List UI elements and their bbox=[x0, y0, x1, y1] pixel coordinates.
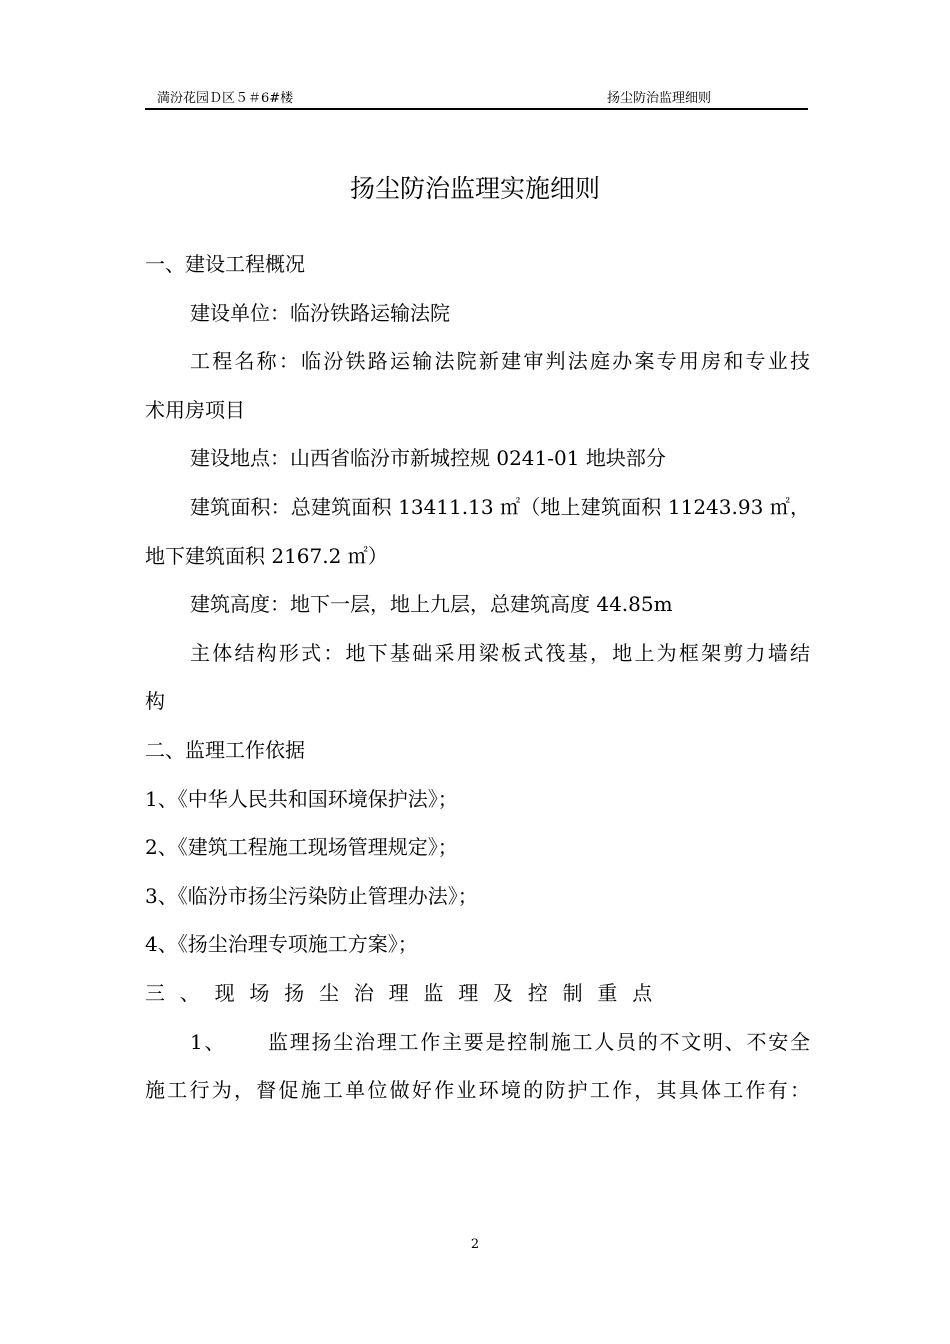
page-header bbox=[145, 90, 808, 110]
section-heading-overview: 一、建设工程概况 bbox=[145, 252, 305, 276]
area-line-2: 地下建筑面积 2167.2 ㎡） bbox=[145, 543, 388, 568]
header-document-name: 扬尘防治监理细则 bbox=[607, 91, 712, 106]
control-item-1-number: 1、 bbox=[190, 1029, 227, 1054]
basis-item-4: 4、《扬尘治理专项施工方案》； bbox=[145, 932, 418, 957]
document-body bbox=[145, 240, 810, 1115]
section-heading-dust-control: 三、现场扬尘治理监理及控制重点 bbox=[145, 980, 667, 1005]
area-line-1: 建筑面积：总建筑面积 13411.13 ㎡（地上建筑面积 11243.93 ㎡， bbox=[190, 494, 810, 519]
basis-item-3: 3、《临汾市扬尘污染防止管理办法》； bbox=[145, 883, 478, 908]
control-item-1-line-2: 施工行为，督促施工单位做好作业环境的防护工作，其具体工作有： bbox=[145, 1078, 810, 1103]
structure-line-2: 构 bbox=[145, 689, 165, 714]
project-name-line-1: 工程名称：临汾铁路运输法院新建审判法庭办案专用房和专业技 bbox=[190, 349, 810, 374]
location-line: 建设地点：山西省临汾市新城控规 0241-01 地块部分 bbox=[190, 446, 666, 471]
basis-item-1: 1、《中华人民共和国环境保护法》； bbox=[145, 786, 458, 811]
control-item-1-text: 监理扬尘治理工作主要是控制施工人员的不文明、不安全 bbox=[266, 1029, 810, 1054]
document-title: 扬尘防治监理实施细则 bbox=[349, 174, 600, 203]
basis-item-2: 2、《建筑工程施工现场管理规定》； bbox=[145, 835, 458, 860]
control-item-1-line-1 bbox=[145, 1018, 810, 1067]
structure-line-1: 主体结构形式：地下基础采用梁板式筏基，地上为框架剪力墙结 bbox=[190, 640, 810, 665]
page-number: 2 bbox=[470, 1237, 480, 1252]
section-heading-basis: 二、监理工作依据 bbox=[145, 737, 305, 762]
header-project-name: 満汾花园Ｄ区５＃6#楼 bbox=[157, 91, 294, 106]
project-name-line-2: 术用房项目 bbox=[145, 397, 245, 422]
height-line: 建筑高度：地下一层，地上九层，总建筑高度 44.85m bbox=[190, 592, 673, 617]
owner-line: 建设单位：临汾铁路运输法院 bbox=[190, 300, 450, 325]
